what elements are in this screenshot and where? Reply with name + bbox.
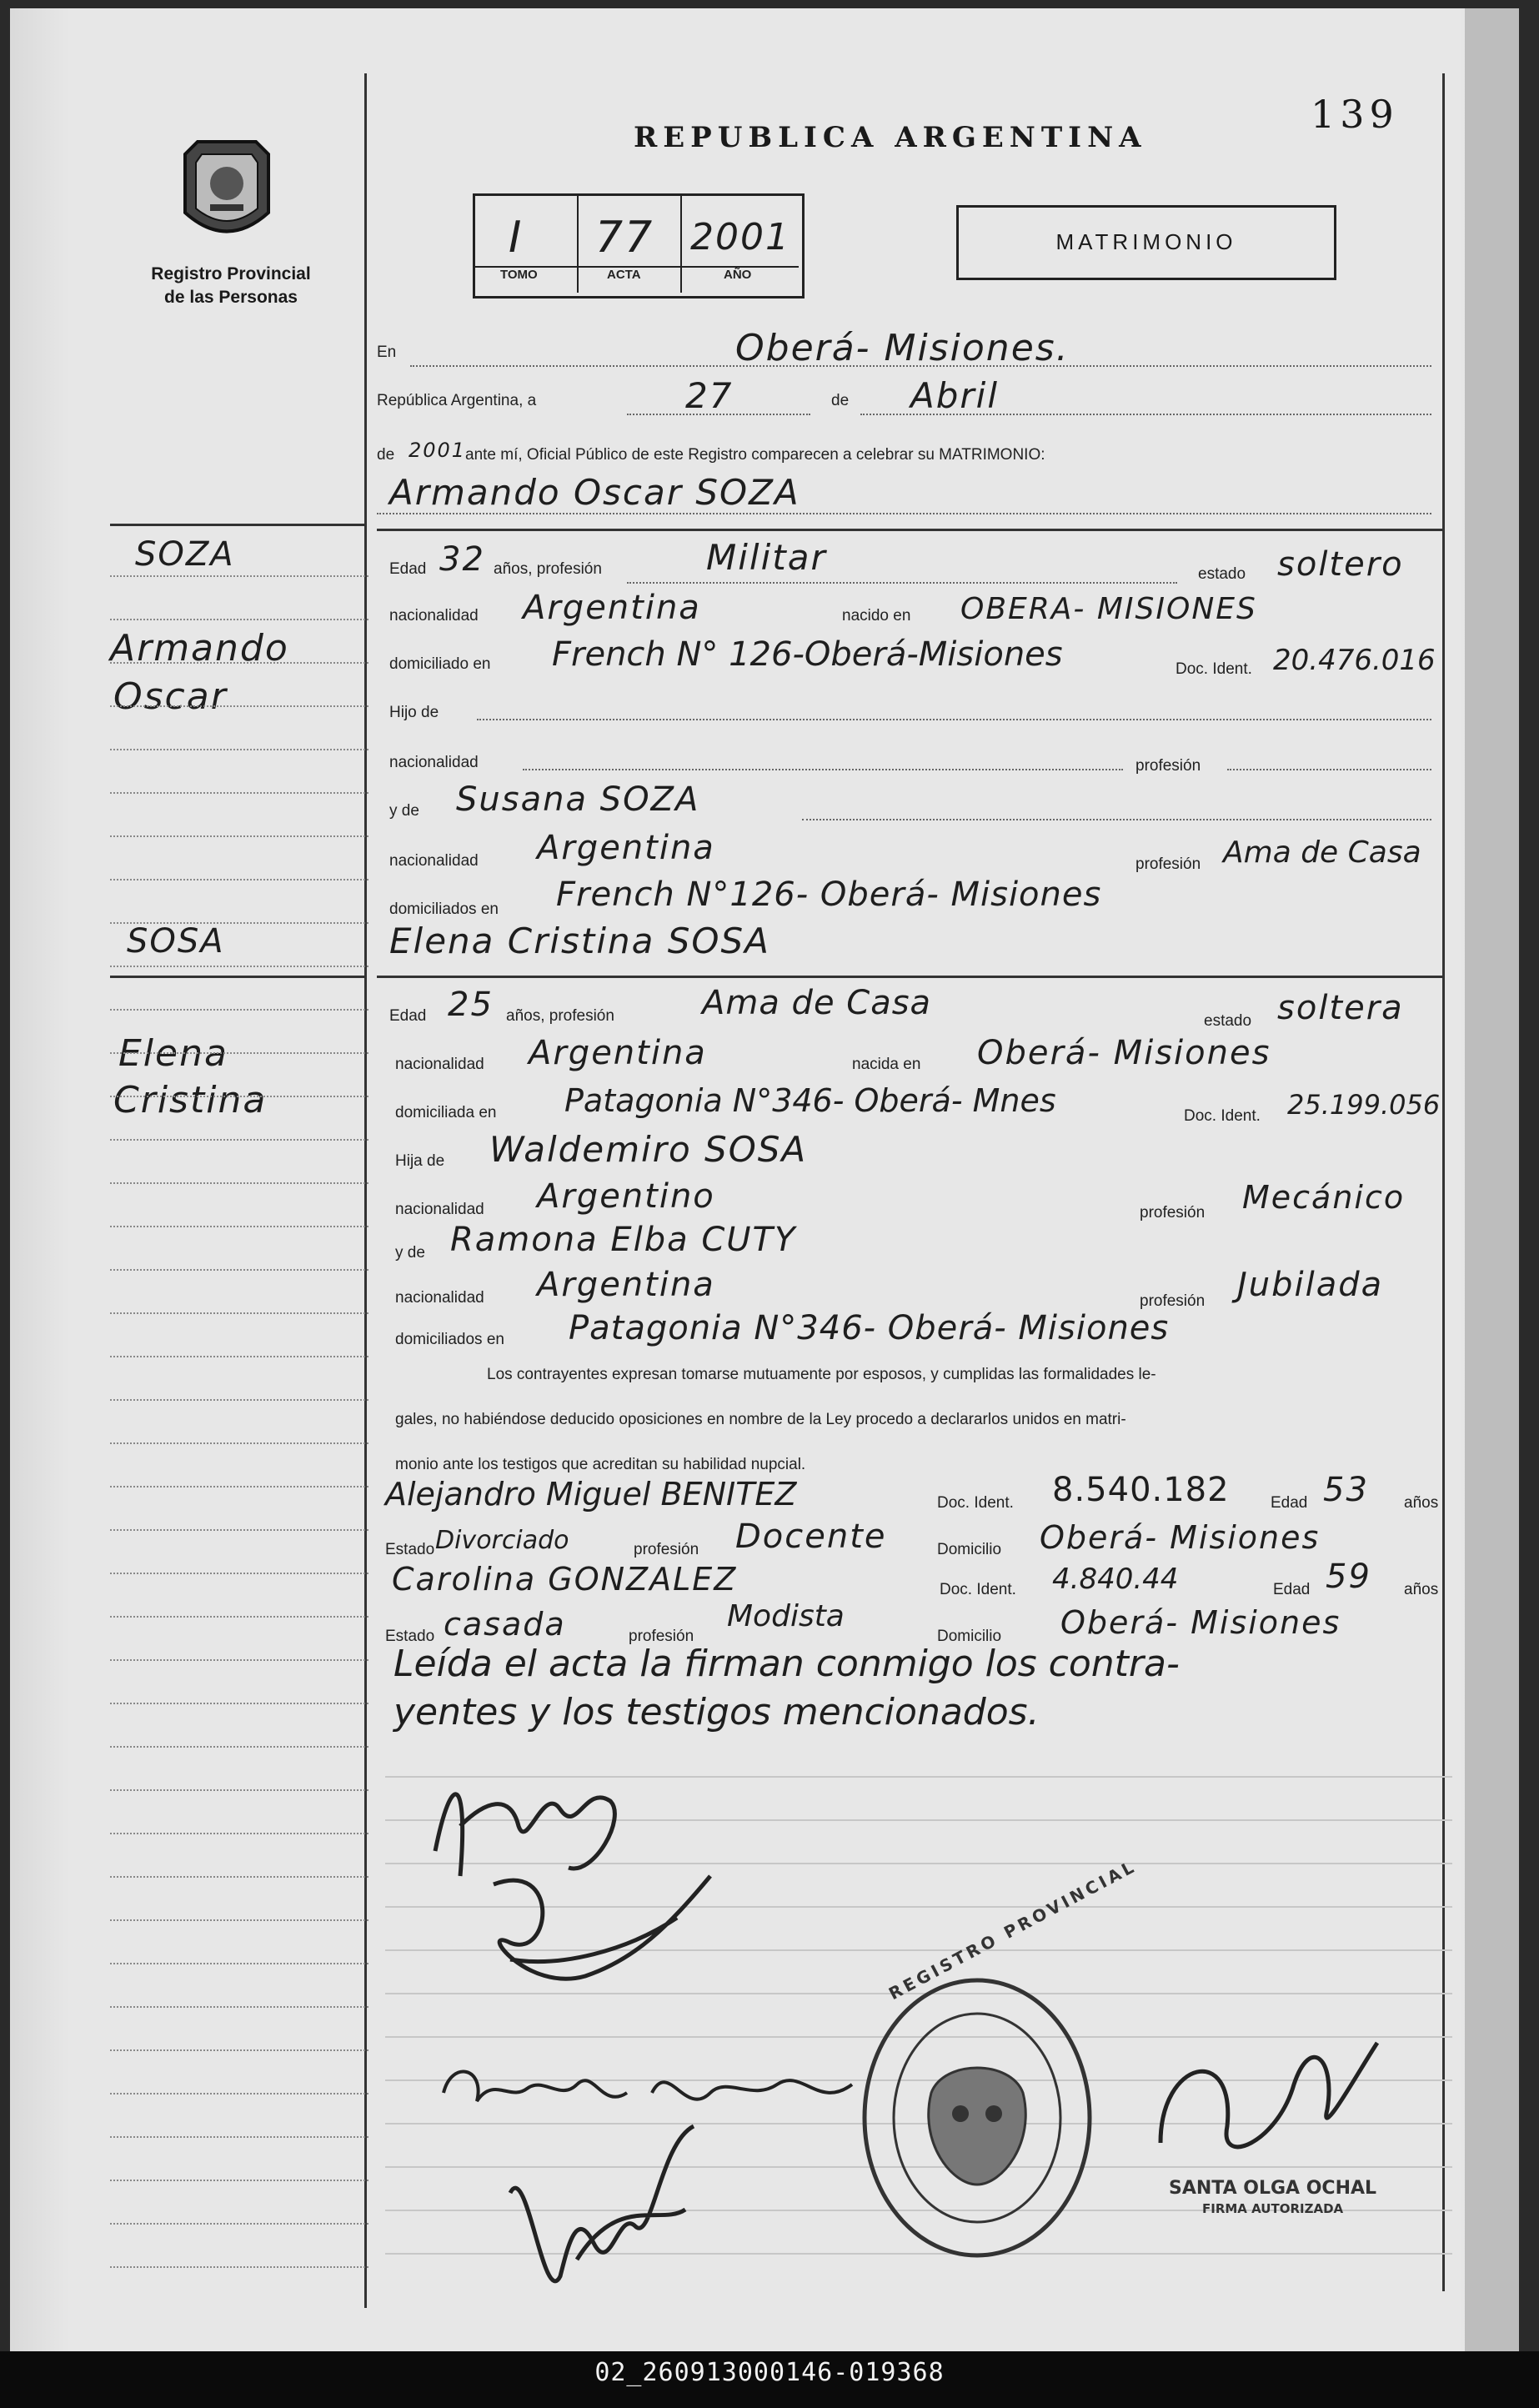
binding-edge xyxy=(1465,8,1519,2351)
groom-father-prof-rule xyxy=(1227,769,1431,770)
bride-mother-nationality: Argentina xyxy=(537,1266,715,1304)
bride-nacionalidad-label: nacionalidad xyxy=(395,1056,484,1073)
margin-ruled-line xyxy=(110,1963,368,1964)
groom-birthplace: OBERA- MISIONES xyxy=(960,592,1257,626)
doc-type-label: MATRIMONIO xyxy=(1055,229,1237,254)
bride-nationality: Argentina xyxy=(529,1034,707,1072)
margin-ruled-line xyxy=(110,1573,368,1574)
bride-father: Waldemiro SOSA xyxy=(489,1129,808,1170)
margin-ruled-line xyxy=(110,1703,368,1704)
witness2-age: 59 xyxy=(1326,1558,1371,1596)
margin-ruled-line xyxy=(110,835,368,837)
bride-margin-surname: SOSA xyxy=(127,922,225,961)
registry-line2: de las Personas xyxy=(164,288,298,307)
witness1-estado-label: Estado xyxy=(385,1541,435,1558)
margin-ruled-line xyxy=(110,922,368,924)
groom-age: 32 xyxy=(439,540,485,579)
witness2-name: Carolina GONZALEZ xyxy=(392,1561,738,1598)
groom-margin-given1: Armando xyxy=(110,627,289,670)
registry-seal-icon xyxy=(164,125,289,250)
margin-ruled-line xyxy=(110,2006,368,2008)
witness1-status: Divorciado xyxy=(435,1526,569,1555)
margin-ruled-line xyxy=(110,1616,368,1618)
bride-domiciliada-label: domiciliada en xyxy=(395,1104,497,1121)
de-label: de xyxy=(831,392,850,409)
bride-yde-label: y de xyxy=(395,1244,425,1262)
margin-ruled-line xyxy=(110,1659,368,1661)
register-page xyxy=(10,8,1519,2351)
witness1-prof-label: profesión xyxy=(634,1541,699,1558)
bride-nacida-label: nacida en xyxy=(852,1056,921,1073)
bride-parents-address: Patagonia N°346- Oberá- Misiones xyxy=(569,1309,1170,1347)
stamp-ring-text: REGISTRO PROVINCIAL xyxy=(885,1855,1140,2004)
bride-full-name: Elena Cristina SOSA xyxy=(389,921,770,961)
acta-cell xyxy=(579,196,682,293)
bride-father-prof-label: profesión xyxy=(1140,1204,1206,1222)
bride-mother-prof-label: profesión xyxy=(1140,1292,1206,1310)
declaration-line2: gales, no habiéndose deducido oposiciones en nombre de la Ley procedo a declararlos unidos en matri- xyxy=(395,1411,1126,1428)
bride-hija-label: Hija de xyxy=(395,1152,445,1170)
marriage-day: 27 xyxy=(685,375,734,416)
closing-line2: yentes y los testigos mencionados. xyxy=(394,1691,1040,1733)
tomo-label: TOMO xyxy=(500,268,538,282)
doc-type-box xyxy=(956,205,1336,280)
bride-father-nationality: Argentino xyxy=(537,1177,715,1216)
groom-mother: Susana SOZA xyxy=(456,780,700,819)
witness2-edad-label: Edad xyxy=(1273,1581,1311,1598)
groom-profession: Militar xyxy=(706,537,827,578)
acta-label: ACTA xyxy=(607,268,641,282)
witness1-address: Oberá- Misiones xyxy=(1040,1519,1321,1556)
groom-profesion-label: años, profesión xyxy=(494,560,602,578)
margin-ruled-line xyxy=(110,1096,368,1097)
registry-stamp-icon xyxy=(852,1968,1102,2268)
groom-mother-profession: Ama de Casa xyxy=(1223,835,1421,870)
officer-name: SANTA OLGA OCHAL xyxy=(1169,2178,1377,2199)
witness1-signature xyxy=(494,2110,710,2343)
bride-mother-profession: Jubilada xyxy=(1237,1266,1384,1304)
marriage-month: Abril xyxy=(910,375,999,416)
margin-ruled-line xyxy=(110,1009,368,1011)
en-label: En xyxy=(377,344,397,361)
registry-line1: Registro Provincial xyxy=(151,264,311,283)
margin-ruled-line xyxy=(110,792,368,794)
margin-ruled-line xyxy=(110,2223,368,2225)
groom-full-name: Armando Oscar SOZA xyxy=(389,472,800,513)
groom-parents-address: French N°126- Oberá- Misiones xyxy=(556,875,1102,914)
bride-edad-label: Edad xyxy=(389,1007,427,1025)
groom-doc-label: Doc. Ident. xyxy=(1176,660,1252,678)
margin-ruled-line xyxy=(110,575,368,577)
witness2-estado-label: Estado xyxy=(385,1628,435,1645)
bride-civil-status: soltera xyxy=(1277,989,1404,1027)
margin-ruled-line xyxy=(110,1529,368,1531)
groom-nacido-label: nacido en xyxy=(842,607,911,625)
country-title: REPUBLICA ARGENTINA xyxy=(634,121,1147,154)
margin-ruled-line xyxy=(110,1312,368,1314)
margin-ruled-line xyxy=(110,1139,368,1141)
margin-column-divider xyxy=(364,73,367,2308)
witness1-doc-id: 8.540.182 xyxy=(1052,1471,1230,1509)
bride-domiciliados-label: domiciliados en xyxy=(395,1331,504,1348)
witness2-status: casada xyxy=(444,1606,566,1643)
bride-signature xyxy=(460,1859,735,2026)
witness1-anos-label: años xyxy=(1404,1494,1439,1512)
bride-doc-id: 25.199.056 xyxy=(1287,1089,1441,1121)
acta-value: 77 xyxy=(595,213,654,263)
declaration-line3: monio ante los testigos que acreditan su habilidad nupcial. xyxy=(395,1456,806,1473)
bride-address: Patagonia N°346- Oberá- Mnes xyxy=(564,1082,1056,1119)
groom-estado-label: estado xyxy=(1198,565,1246,583)
bride-doc-label: Doc. Ident. xyxy=(1184,1107,1261,1125)
margin-ruled-line xyxy=(110,1833,368,1834)
right-border-line xyxy=(1442,73,1445,2291)
witness2-address: Oberá- Misiones xyxy=(1060,1604,1341,1641)
bride-mother: Ramona Elba CUTY xyxy=(450,1221,797,1259)
declaration-line1: Los contrayentes expresan tomarse mutuamente por esposos, y cumplidas las formalidades le- xyxy=(487,1366,1156,1383)
closing-line1: Leída el acta la firman conmigo los contra- xyxy=(394,1643,1180,1685)
image-caption: 02_260913000146-019368 xyxy=(594,2358,945,2387)
margin-ruled-line xyxy=(110,1746,368,1748)
margin-ruled-line xyxy=(110,1269,368,1271)
margin-ruled-line xyxy=(110,1919,368,1921)
witness2-prof-label: profesión xyxy=(629,1628,694,1645)
margin-ruled-line xyxy=(110,619,368,620)
bride-section-rule xyxy=(377,976,1442,978)
bride-margin-given1: Elena xyxy=(118,1032,228,1075)
groom-mother-nationality: Argentina xyxy=(537,829,715,867)
margin-ruled-line xyxy=(110,705,368,707)
groom-mother-rule xyxy=(802,819,1431,820)
witness1-name: Alejandro Miguel BENITEZ xyxy=(385,1476,797,1513)
witness2-doc-label: Doc. Ident. xyxy=(940,1581,1016,1598)
groom-nationality: Argentina xyxy=(523,589,701,627)
margin-ruled-line xyxy=(110,1442,368,1444)
registry-name xyxy=(127,263,335,309)
marriage-place: Oberá- Misiones. xyxy=(735,327,1070,369)
tomo-cell xyxy=(475,196,579,293)
margin-ruled-line xyxy=(110,2180,368,2181)
witness2-doc-id: 4.840.44 xyxy=(1052,1563,1179,1596)
bride-age: 25 xyxy=(448,986,494,1024)
witness2-profession: Modista xyxy=(727,1599,845,1633)
margin-ruled-line xyxy=(110,2093,368,2094)
witness1-profession: Docente xyxy=(735,1518,887,1556)
margin-ruled-line xyxy=(110,1356,368,1357)
groom-address: French N° 126-Oberá-Misiones xyxy=(552,635,1063,674)
groom-father-rule xyxy=(477,719,1431,720)
declaration-text xyxy=(395,1352,1446,1487)
groom-mother-nat-label: nacionalidad xyxy=(389,852,479,870)
groom-hijo-label: Hijo de xyxy=(389,704,439,721)
anio-cell xyxy=(682,196,799,293)
tomo-value: I xyxy=(509,213,524,263)
groom-mother-prof-label: profesión xyxy=(1135,855,1201,873)
bride-mother-nat-label: nacionalidad xyxy=(395,1289,484,1307)
witness2-domicilio-label: Domicilio xyxy=(937,1628,1002,1645)
witness1-doc-label: Doc. Ident. xyxy=(937,1494,1014,1512)
margin-ruled-line xyxy=(110,1876,368,1878)
groom-father-nat-label: nacionalidad xyxy=(389,754,479,771)
groom-father-nat-rule xyxy=(523,769,1123,770)
intro-text: ante mí, Oficial Público de este Registro comparecen a celebrar su MATRIMONIO: xyxy=(465,446,1045,464)
witness1-domicilio-label: Domicilio xyxy=(937,1541,1002,1558)
anio-label: AÑO xyxy=(724,268,752,282)
margin-ruled-line xyxy=(110,1486,368,1487)
groom-section-rule xyxy=(377,529,1442,531)
bride-father-nat-label: nacionalidad xyxy=(395,1201,484,1218)
margin-ruled-line xyxy=(110,662,368,664)
groom-domiciliados-label: domiciliados en xyxy=(389,900,499,918)
groom-nacionalidad-label: nacionalidad xyxy=(389,607,479,625)
groom-margin-surname: SOZA xyxy=(135,535,235,574)
bride-profession: Ama de Casa xyxy=(702,984,932,1022)
margin-ruled-line xyxy=(110,2136,368,2138)
margin-ruled-line xyxy=(110,879,368,880)
groom-profession-rule xyxy=(627,582,1177,584)
margin-ruled-line xyxy=(110,1399,368,1401)
margin-ruled-line xyxy=(110,2049,368,2051)
groom-edad-label: Edad xyxy=(389,560,427,578)
witness1-age: 53 xyxy=(1323,1471,1369,1509)
margin-ruled-line xyxy=(110,1226,368,1227)
year-prefix-label: de xyxy=(377,446,395,464)
groom-domiciliado-label: domiciliado en xyxy=(389,655,491,673)
reference-box xyxy=(473,193,805,298)
reference-box-divider xyxy=(475,266,799,268)
margin-ruled-line xyxy=(110,1182,368,1184)
margin-ruled-line xyxy=(110,1052,368,1054)
anio-value: 2001 xyxy=(690,216,790,258)
groom-father-prof-label: profesión xyxy=(1135,757,1201,775)
bride-margin-rule xyxy=(110,976,364,978)
witness1-edad-label: Edad xyxy=(1271,1494,1308,1512)
officer-signature xyxy=(1144,2009,1394,2193)
bride-birthplace: Oberá- Misiones xyxy=(977,1034,1271,1072)
bride-father-profession: Mecánico xyxy=(1242,1179,1406,1216)
groom-margin-given2: Oscar xyxy=(113,675,228,718)
page-number: 139 xyxy=(1311,92,1399,137)
republica-label: República Argentina, a xyxy=(377,392,537,409)
margin-ruled-line xyxy=(110,749,368,750)
marriage-year: 2001 xyxy=(409,439,467,462)
bride-margin-given2: Cristina xyxy=(113,1079,268,1121)
groom-civil-status: soltero xyxy=(1277,545,1404,584)
groom-doc-id: 20.476.016 xyxy=(1273,644,1436,677)
witness2-anos-label: años xyxy=(1404,1581,1439,1598)
groom-name-rule xyxy=(377,513,1431,514)
margin-ruled-line xyxy=(110,1789,368,1791)
margin-ruled-line xyxy=(110,2266,368,2268)
officer-title: FIRMA AUTORIZADA xyxy=(1202,2201,1344,2216)
bride-estado-label: estado xyxy=(1204,1012,1252,1030)
bride-profesion-label: años, profesión xyxy=(506,1007,614,1025)
groom-yde-label: y de xyxy=(389,802,419,820)
groom-margin-rule xyxy=(110,524,364,526)
margin-ruled-line xyxy=(110,966,368,967)
